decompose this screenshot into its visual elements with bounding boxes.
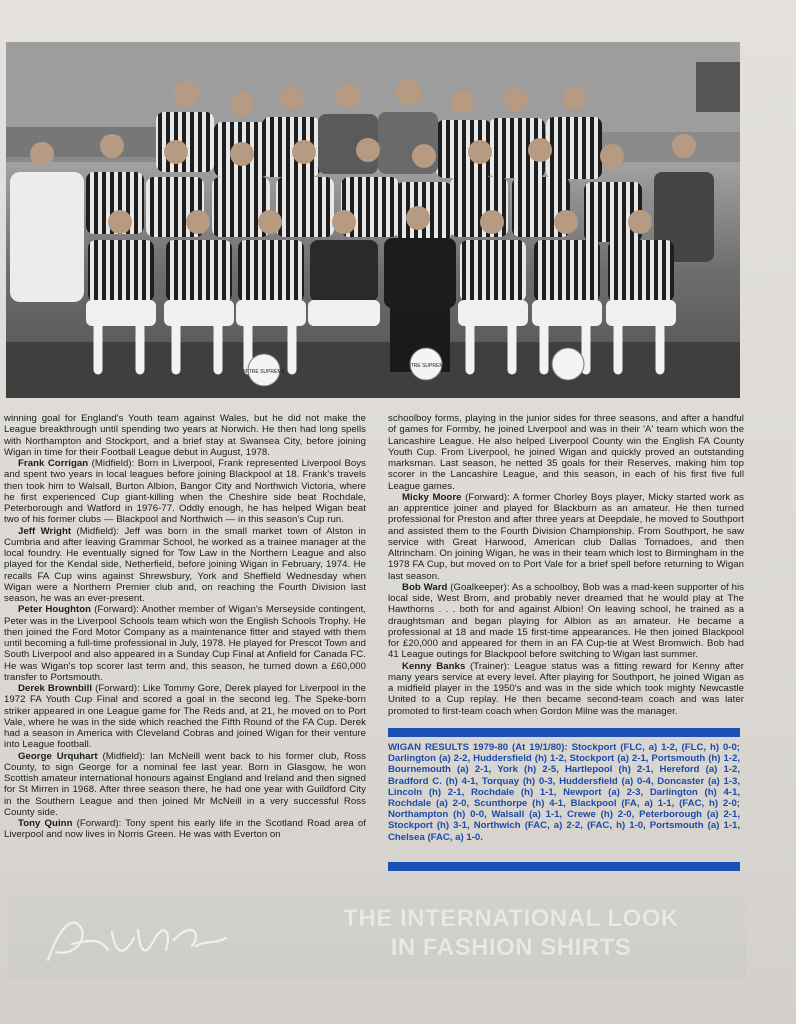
arnold-palmer-advert	[8, 892, 746, 980]
player-name: George Urquhart	[18, 750, 98, 762]
player-name: Frank Corrigan	[18, 458, 89, 469]
paragraph: winning goal for England's Youth team against Wales, but he did not make the League breakthrough until spending two years at Norwich. He then had long spells with Northampton and Stockport, and a brief stay at Swansea City, before joining Wigan in time for their Football League debut in August, 1978.	[4, 413, 366, 458]
article-right-column	[388, 413, 744, 717]
football-right	[552, 348, 584, 380]
advert-title-line1: THE INTERNATIONAL LOOK	[343, 905, 679, 932]
arnold-palmer-signature	[42, 910, 232, 970]
article-left-column	[4, 413, 366, 841]
results-bottom-rule	[388, 862, 740, 871]
wigan-results	[388, 742, 740, 843]
ball-text: MITRE SUPREME	[243, 369, 285, 375]
wigan-results-box	[388, 728, 740, 871]
results-text: Stockport (FLC, a) 1-2, (FLC, h) 0-0; Darlington (a) 2-2, Huddersfield (h) 1-2, Stockport (a) 2-1, Portsmouth (h) 1-2, Bournemouth (a) 2-1, York (h) 2-5, Hartlepool (h) 2-1, Hereford (a) 1-2, Bradford C. (h) 4-1, Torquay (h) 0-3, Huddersfield (a) 0-4, Doncaster (a) 1-3, Lincoln (h) 2-1, Rochdale (h) 1-1, Newport (a) 2-3, Darlington (h) 4-1, Rochdale (a) 2-0, Scunthorpe (h) 4-1, Blackpool (FA, a) 1-1, (FAC, h) 2-0; Northampton (h) 0-0, Walsall (a) 1-1, Crewe (h) 2-0, Peterborough (a) 2-1, Stockport (h) 3-1, Northwich (FAC, a) 2-2, (FAC, h) 1-0, Portsmouth (a) 1-1, Chelsea (FAC, a) 1-0.	[388, 742, 740, 843]
paragraph: Jeff Wright (Midfield): Jeff was born in the small market town of Alston in Cumbria and after leaving Grammar School, he worked as a trainee manager at the local foundry. He eventually signed for Tow Law in the Northern League and also played for the Kendal side, Netherfield, before joining Wigan in February, 1974. He recalls FA Cup wins against Shrewsbury, York and Sheffield Wednesday when Wigan were a Northern Premier club and, on reaching the Fourth Division last season, he was an ever-present.	[4, 525, 366, 604]
paragraph: George Urquhart (Midfield): Ian McNeill went back to his former club, Ross County, to sign George for a nominal fee last year. Born in Glasgow, he won Scottish amateur international honours against England and Ireland and then signed for St Mirren in 1968. After three season there, he had one year with Guildford City in the Southern League and then joined Mr McNeill in a very successful Ross County side.	[4, 750, 366, 818]
team-photo	[6, 42, 740, 398]
results-top-rule	[388, 728, 740, 737]
player-name: Peter Houghton	[18, 604, 92, 616]
player-name: Kenny Banks	[402, 660, 466, 672]
results-heading: WIGAN RESULTS 1979-80 (At 19/1/80):	[388, 742, 568, 753]
paragraph: Kenny Banks (Trainer): League status was a fitting reward for Kenny after many years service at every level. After playing for Southport, he joined Wigan as a midfield player in the 1950's and was in the side which took mighty Newcastle United to a Cup replay. He then became second-team coach and was later promoted to first-team coach when Gordon Milne was the manager.	[388, 660, 744, 717]
paragraph: Derek Brownbill (Forward): Like Tommy Gore, Derek played for Liverpool in the 1972 FA Youth Cup Final and scored a goal in the second leg. The Speke-born striker appeared in one League game for The Reds and, at 21, he moved on to Port Vale, where he was in the side which reached the Fifth Round of the FA Cup. Derek had a season in America with Cleveland Cobras and joined Wigan for their venture into League football.	[4, 683, 366, 751]
player-name: Tony Quinn	[18, 818, 73, 829]
paragraph: Tony Quinn (Forward): Tony spent his early life in the Scotland Road area of Liverpool and now lives in Norris Green. He was with Everton on	[4, 818, 366, 841]
player-name: Derek Brownbill	[18, 683, 93, 694]
paragraph: Frank Corrigan (Midfield): Born in Liverpool, Frank represented Liverpool Boys and spent two years in local leagues before joining Blackpool at 18. Frank's travels then took him to Walsall, Burton Albion, Bangor City and Northwich Victoria, where he first experienced Cup giant-killing when the Cheshire side beat Rochdale, Peterborough and Watford in 1976-77. Oddly enough, he has helped Wigan beat two of his former clubs — Blackpool and Northwich — in this season's Cup run.	[4, 458, 367, 526]
paragraph: schoolboy forms, playing in the junior sides for three seasons, and after a handful of games for Formby, he joined Liverpool and was in their 'A' team which won the Lancashire League. He also helped Liverpool County win the English FA County Youth Cup. From Liverpool, he joined Wigan and quickly proved an outstanding marksman. Last season, he netted 35 goals for their Reserves, making him top scorer in the Lancashire League, and this season, in each of his first five full League games.	[388, 413, 744, 492]
paragraph: Micky Moore (Forward): A former Chorley Boys player, Micky started work as an apprentice joiner and played for Blackburn as an amateur. He then turned professional for Preston and after three years at Deepdale, he moved to Southport and assisted them to the Fourth Division Championship. From Southport, he saw service with Great Harwood, American club Dallas Tornadoes, and then Altrincham. On joining Wigan, he was in their team which lost to Birmingham in the 1978 FA Cup, but moved on to Port Vale for a brief spell before returning to Wigan last season.	[388, 491, 744, 582]
player-name: Jeff Wright	[18, 525, 72, 537]
team-photo-illustration	[6, 42, 740, 398]
advert-title	[286, 904, 736, 962]
ball-text: MITRE SUPREME	[405, 363, 447, 369]
player-name: Micky Moore	[402, 491, 462, 503]
player-name: Bob Ward	[402, 581, 448, 593]
paragraph: Peter Houghton (Forward): Another member of Wigan's Merseyside contingent, Peter was in the Liverpool Schools team which won the English Schools Trophy. He then joined the Ford Motor Company as a maintenance fitter and stayed with them until becoming a full-time professional in July, 1978. He played for Prescot Town and South Liverpool and also appeared in a Sunday Cup Final at Anfield for Canada FC. He was Wigan's top scorer last term and, this season, he turned down a £60,000 transfer to Portsmouth.	[4, 604, 366, 683]
paragraph: Bob Ward (Goalkeeper): As a schoolboy, Bob was a mad-keen supporter of his local side, West Brom, and probably never dreamed that he would play at The Hawthorns . . . both for and against Albion! On leaving school, he trained as a draughtsman and began playing for Albion as an amateur. He became a professional at 18 and made 15 first-time appearances. He then joined Blackpool for £20,000 and appeared for them in an FA Cup-tie at West Bromwich. Bob had 41 League outings for Blackpool before switching to Wigan last summer.	[388, 581, 744, 661]
advert-title-line2: IN FASHION SHIRTS	[390, 934, 632, 961]
